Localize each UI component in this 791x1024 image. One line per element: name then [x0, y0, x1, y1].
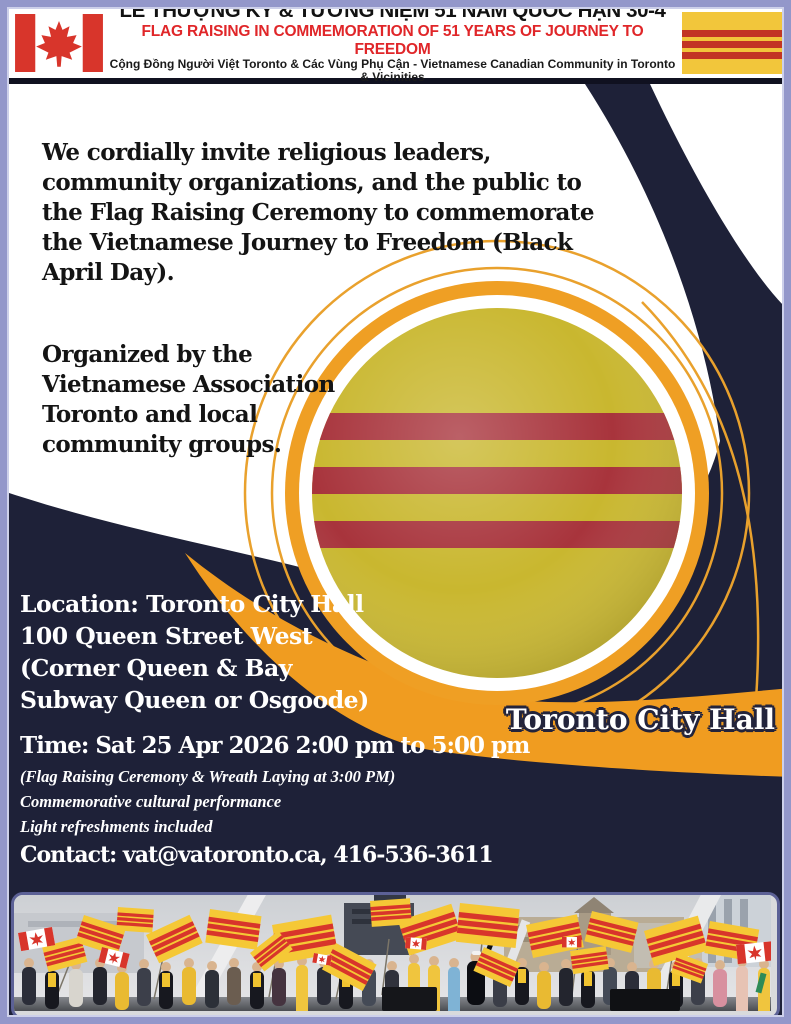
event-photo-art	[14, 895, 771, 1011]
contact-text: Contact: vat@vatoronto.ca, 416-536-3611	[20, 842, 493, 868]
venue-badge: Toronto City Hall	[505, 703, 775, 736]
event-photo	[11, 892, 780, 1020]
location-text: Location: Toronto City Hall 100 Queen Street West (Corner Queen & Bay Subway Queen or Osgoode)	[20, 590, 369, 714]
time-details-text: (Flag Raising Ceremony & Wreath Laying at 3:00 PM) Commemorative cultural performance Light refreshments included	[20, 767, 396, 836]
flag-stripe	[682, 41, 784, 48]
flag-stripe	[682, 30, 784, 37]
invitation-text: We cordially invite religious leaders, community organizations, and the public to the Flag Raising Ceremony to commemorate the Vietnamese Journey to Freedom (Black April Day).	[42, 139, 594, 286]
organizer-text: Organized by the Vietnamese Association Toronto and local community groups.	[42, 341, 335, 458]
subtitle-community: Cộng Đồng Người Việt Toronto & Các Vùng Phụ Cận - Vietnamese Canadian Community in Toronto & Vicinities	[109, 56, 676, 85]
south-vietnam-flag-icon	[682, 12, 784, 74]
header-banner	[7, 0, 784, 85]
header-titles	[103, 0, 682, 85]
canada-flag-icon	[15, 14, 103, 72]
title-english: FLAG RAISING IN COMMEMORATION OF 51 YEARS OF JOURNEY TO FREEDOM	[141, 23, 644, 58]
time-text: Time: Sat 25 Apr 2026 2:00 pm to 5:00 pm	[20, 732, 530, 759]
title-vietnamese: LỄ THƯỢNG KỲ & TƯỞNG NIỆM 51 NĂM QUỐC HẬN 30-4	[119, 0, 666, 23]
flag-stripe	[682, 52, 784, 59]
